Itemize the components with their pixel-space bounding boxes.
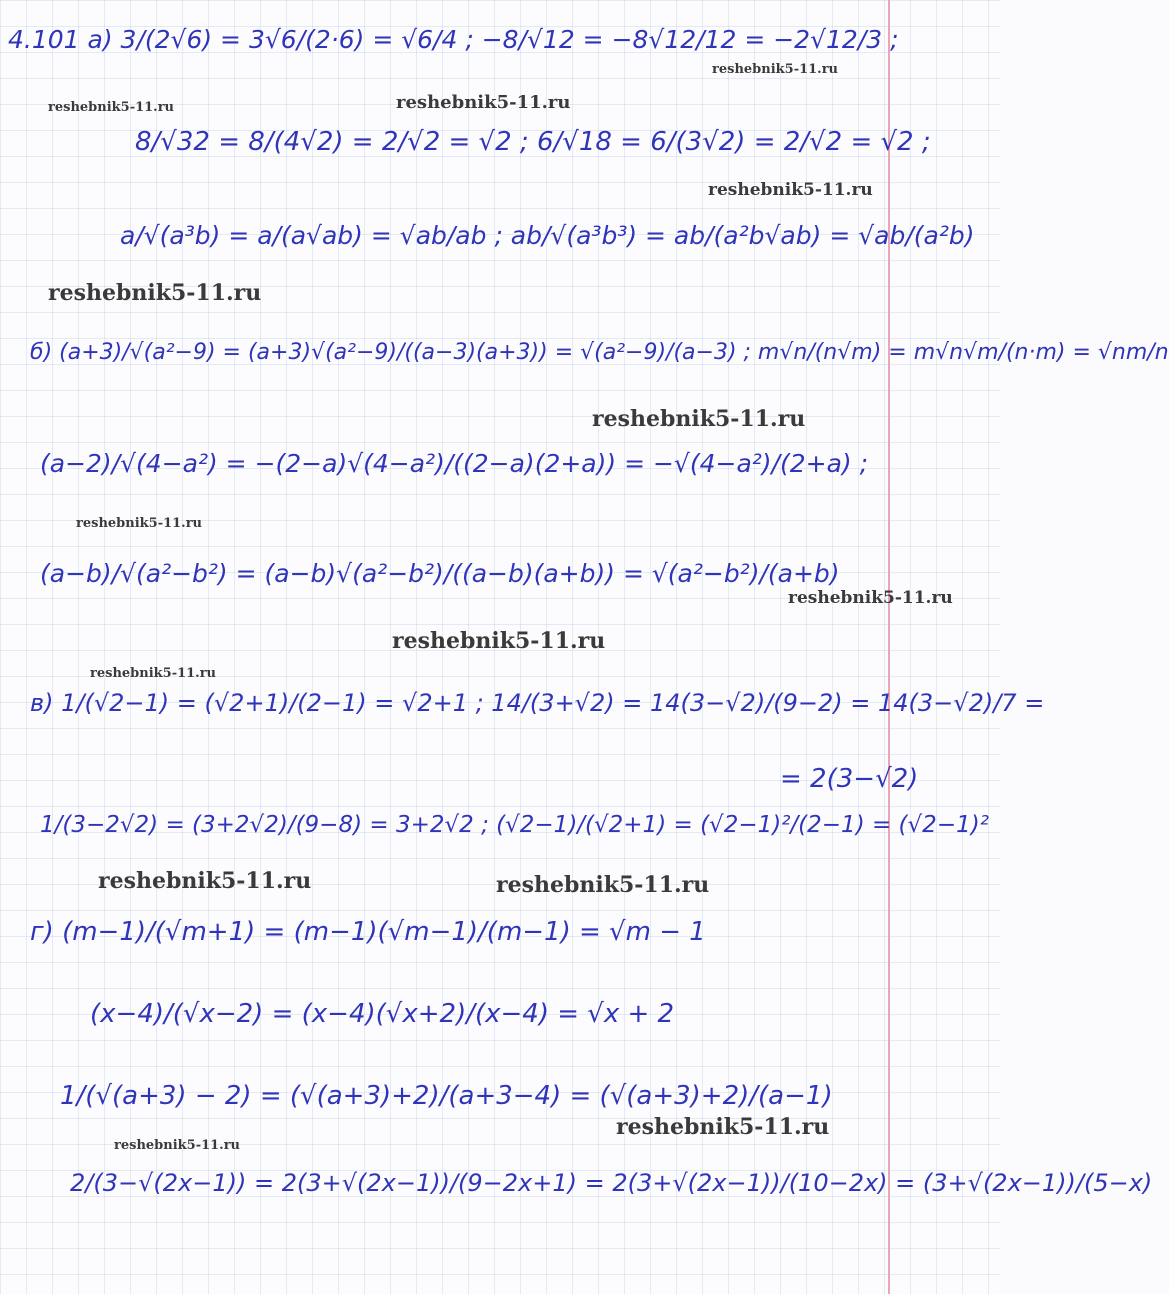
watermark: reshebnik5-11.ru <box>712 62 839 77</box>
watermark: reshebnik5-11.ru <box>708 180 873 200</box>
solution-line-4: б) (a+3)/√(a²−9) = (a+3)√(a²−9)/((a−3)(a+3)) = √(a²−9)/(a−3) ; m√n/(n√m) = m√n√m/(n·m) = √nm/n <box>30 340 1169 365</box>
watermark: reshebnik5-11.ru <box>616 1114 830 1140</box>
solution-line-2: 8/√32 = 8/(4√2) = 2/√2 = √2 ; 6/√18 = 6/(3√2) = 2/√2 = √2 ; <box>135 127 931 157</box>
solution-line-8: = 2(3−√2) <box>780 764 919 794</box>
watermark: reshebnik5-11.ru <box>392 628 606 654</box>
solution-line-6: (a−b)/√(a²−b²) = (a−b)√(a²−b²)/((a−b)(a+b)) = √(a²−b²)/(a+b) <box>40 559 840 588</box>
watermark: reshebnik5-11.ru <box>592 406 806 432</box>
solution-line-9: 1/(3−2√2) = (3+2√2)/(9−8) = 3+2√2 ; (√2−1)/(√2+1) = (√2−1)²/(2−1) = (√2−1)² <box>40 812 989 838</box>
watermark: reshebnik5-11.ru <box>396 92 571 113</box>
watermark: reshebnik5-11.ru <box>788 588 953 608</box>
solution-line-13: 2/(3−√(2x−1)) = 2(3+√(2x−1))/(9−2x+1) = 2(3+√(2x−1))/(10−2x) = (3+√(2x−1))/(5−x) <box>70 1169 1153 1197</box>
solution-line-10: г) (m−1)/(√m+1) = (m−1)(√m−1)/(m−1) = √m − 1 <box>30 917 706 947</box>
solution-line-7: в) 1/(√2−1) = (√2+1)/(2−1) = √2+1 ; 14/(3+√2) = 14(3−√2)/(9−2) = 14(3−√2)/7 = <box>30 689 1045 717</box>
margin-line <box>888 0 890 1294</box>
watermark: reshebnik5-11.ru <box>496 872 710 898</box>
watermark: reshebnik5-11.ru <box>98 868 312 894</box>
solution-line-3: a/√(a³b) = a/(a√ab) = √ab/ab ; ab/√(a³b³) = ab/(a²b√ab) = √ab/(a²b) <box>120 221 975 250</box>
solution-line-5: (a−2)/√(4−a²) = −(2−a)√(4−a²)/((2−a)(2+a)) = −√(4−a²)/(2+a) ; <box>40 449 869 478</box>
watermark: reshebnik5-11.ru <box>48 100 175 115</box>
solution-line-1: 4.101 а) 3/(2√6) = 3√6/(2·6) = √6/4 ; −8/√12 = −8√12/12 = −2√12/3 ; <box>8 25 899 54</box>
solution-line-11: (x−4)/(√x−2) = (x−4)(√x+2)/(x−4) = √x + 2 <box>90 999 675 1029</box>
watermark: reshebnik5-11.ru <box>76 516 203 531</box>
watermark: reshebnik5-11.ru <box>48 280 262 306</box>
solution-line-12: 1/(√(a+3) − 2) = (√(a+3)+2)/(a+3−4) = (√(a+3)+2)/(a−1) <box>60 1081 833 1111</box>
watermark: reshebnik5-11.ru <box>90 666 217 681</box>
watermark: reshebnik5-11.ru <box>114 1138 241 1153</box>
